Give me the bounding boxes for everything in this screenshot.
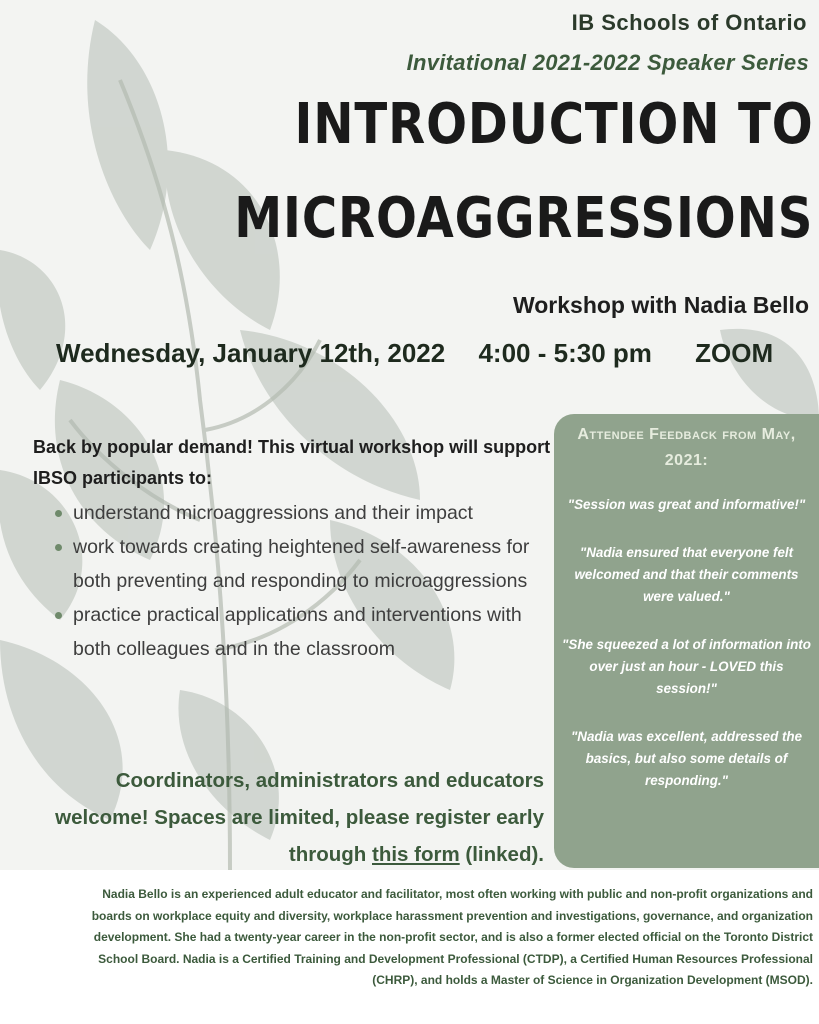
feedback-title: Attendee Feedback from May, 2021: bbox=[577, 426, 796, 469]
list-item: work towards creating heightened self-awareness for both preventing and responding to microaggressions bbox=[50, 530, 550, 598]
event-date: Wednesday, January 12th, 2022 bbox=[56, 338, 446, 368]
workshop-presenter: Workshop with Nadia Bello bbox=[512, 292, 809, 318]
presenter-bio: Nadia Bello is an experienced adult educator and facilitator, most often working with public and non-profit organizations and boards on workplace equity and diversity, workplace harassment prevention and investigations, governance, and organization development. She had a twenty-year career in the non-profit sector, and is also a former elected official on the Toronto District School Board. Nadia is a Certified Training and Development Professional (CTDP), a Certified Human Resources Professional (CHRP), and holds a Master of Science in Organization Development (MSOD). bbox=[91, 887, 813, 987]
feedback-quote: "She squeezed a lot of information into over just an hour - LOVED this session!" bbox=[562, 637, 811, 696]
list-item: practice practical applications and interventions with both colleagues and in the classroom bbox=[50, 598, 550, 666]
speaker-series: Invitational 2021-2022 Speaker Series bbox=[406, 50, 809, 75]
title-line-2: MICROAGGRESSIONS bbox=[233, 186, 813, 251]
title-line-1: INTRODUCTION TO bbox=[293, 92, 813, 157]
registration-text-part1: Coordinators, administrators and educators welcome! Spaces are limited, please register early through bbox=[55, 769, 544, 866]
list-item: understand microaggressions and their impact bbox=[50, 496, 550, 530]
organization-name: IB Schools of Ontario bbox=[571, 10, 807, 35]
feedback-panel bbox=[554, 414, 819, 868]
event-details bbox=[56, 338, 816, 369]
event-time: 4:00 - 5:30 pm bbox=[478, 338, 652, 368]
feedback-quote: "Nadia was excellent, addressed the basics, but also some details of responding." bbox=[570, 729, 803, 788]
registration-text bbox=[20, 762, 544, 873]
event-location: ZOOM bbox=[695, 338, 774, 368]
registration-form-link[interactable]: this form bbox=[372, 843, 460, 866]
registration-text-part2: (linked). bbox=[465, 843, 544, 866]
objectives-list bbox=[50, 496, 550, 666]
feedback-quote: "Nadia ensured that everyone felt welcomed and that their comments were valued." bbox=[574, 545, 799, 604]
intro-text: Back by popular demand! This virtual workshop will support IBSO participants to: bbox=[33, 437, 551, 488]
feedback-quote: "Session was great and informative!" bbox=[567, 497, 806, 512]
